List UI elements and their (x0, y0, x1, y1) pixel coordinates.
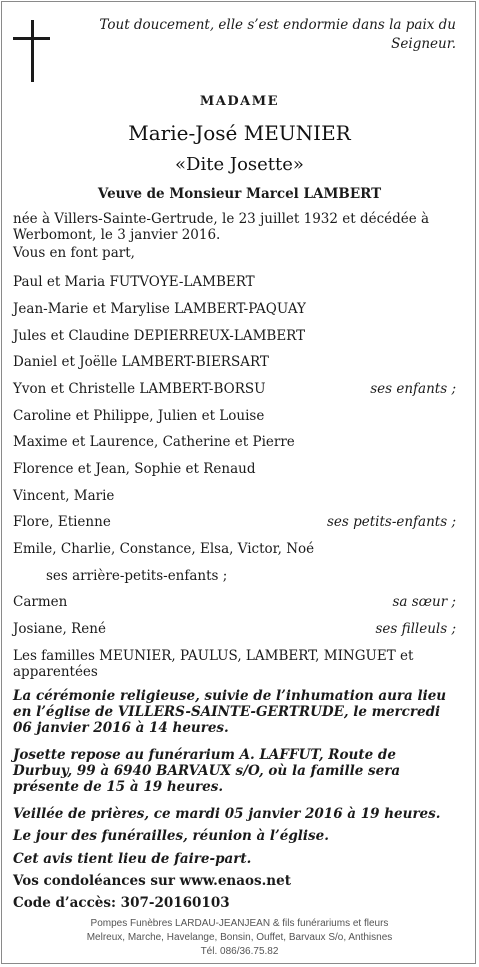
family-row (46, 567, 456, 585)
family-row (13, 327, 456, 345)
widow-of-line: Veuve de Monsieur Marcel LAMBERT (97, 186, 382, 202)
family-row (13, 407, 456, 425)
family-names: Florence et Jean, Sophie et Renaud (13, 461, 256, 477)
family-row (13, 513, 456, 531)
family-names: Flore, Etienne (13, 514, 111, 530)
condolences-text: Vos condoléances sur www.enaos.net (13, 873, 291, 889)
funeral-home-text: Josette repose au funérarium A. LAFFUT, Route de Durbuy, 99 à 6940 BARVAUX s/O, où la famille sera présente de 15 à 19 heures. (13, 747, 401, 795)
family-role: ses enfants ; (370, 381, 456, 397)
family-names: Jean-Marie et Marylise LAMBERT-PAQUAY (13, 301, 306, 317)
families-line: Les familles MEUNIER, PAULUS, LAMBERT, MINGUET et apparentées (13, 648, 414, 680)
announce-text: Vous en font part, (13, 245, 135, 261)
family-names: Yvon et Christelle LAMBERT-BORSU (13, 381, 266, 397)
access-code-text: Code d’accès: 307-20160103 (13, 895, 230, 911)
birth-death-text: née à Villers-Sainte-Gertrude, le 23 juillet 1932 et décédée à Werbomont, le 3 janvier 2016. (13, 211, 430, 243)
family-row (13, 620, 456, 638)
family-row (13, 593, 456, 611)
family-row (13, 353, 456, 371)
family-row (13, 433, 456, 451)
family-names: Emile, Charlie, Constance, Elsa, Victor, Noé (13, 541, 315, 557)
family-names: Maxime et Laurence, Catherine et Pierre (13, 434, 295, 450)
family-row (13, 300, 456, 318)
family-names: Daniel et Joëlle LAMBERT-BIERSART (13, 354, 269, 370)
family-names: Caroline et Philippe, Julien et Louise (13, 408, 265, 424)
footer-line-1: Pompes Funèbres LARDAU-JEANJEAN & fils funérariums et fleurs (90, 918, 389, 929)
family-role: ses petits-enfants ; (326, 514, 456, 530)
deceased-name: Marie-José MEUNIER (128, 121, 351, 145)
family-row (13, 487, 456, 505)
family-row (13, 380, 456, 398)
family-row (13, 273, 456, 291)
family-row (13, 540, 456, 558)
family-role: sa sœur ; (392, 594, 456, 610)
family-names: ses arrière-petits-enfants ; (46, 568, 228, 584)
deceased-alias: «Dite Josette» (175, 154, 304, 175)
family-names: Carmen (13, 594, 68, 610)
notice-text: Cet avis tient lieu de faire-part. (13, 851, 252, 867)
family-row (13, 460, 456, 478)
meeting-text: Le jour des funérailles, réunion à l’église. (13, 828, 329, 844)
epitaph-quote: Tout doucement, elle s’est endormie dans la paix du Seigneur. (99, 17, 456, 52)
family-names: Vincent, Marie (13, 488, 115, 504)
family-names: Josiane, René (13, 621, 106, 637)
family-names: Paul et Maria FUTVOYE-LAMBERT (13, 274, 255, 290)
family-names: Jules et Claudine DEPIERREUX-LAMBERT (13, 328, 306, 344)
vigil-text: Veillée de prières, ce mardi 05 janvier 2016 à 19 heures. (13, 806, 441, 822)
honorific-title: MADAME (199, 94, 280, 109)
family-role: ses filleuls ; (375, 621, 456, 637)
footer-line-3: Tél. 086/36.75.82 (200, 946, 279, 957)
footer-line-2: Melreux, Marche, Havelange, Bonsin, Ouffet, Barvaux S/o, Anthisnes (86, 932, 393, 943)
ceremony-text: La cérémonie religieuse, suivie de l’inhumation aura lieu en l’église de VILLERS-SAINTE-GERTRUDE, le mercredi 06 janvier 2016 à 14 heures. (13, 688, 447, 736)
